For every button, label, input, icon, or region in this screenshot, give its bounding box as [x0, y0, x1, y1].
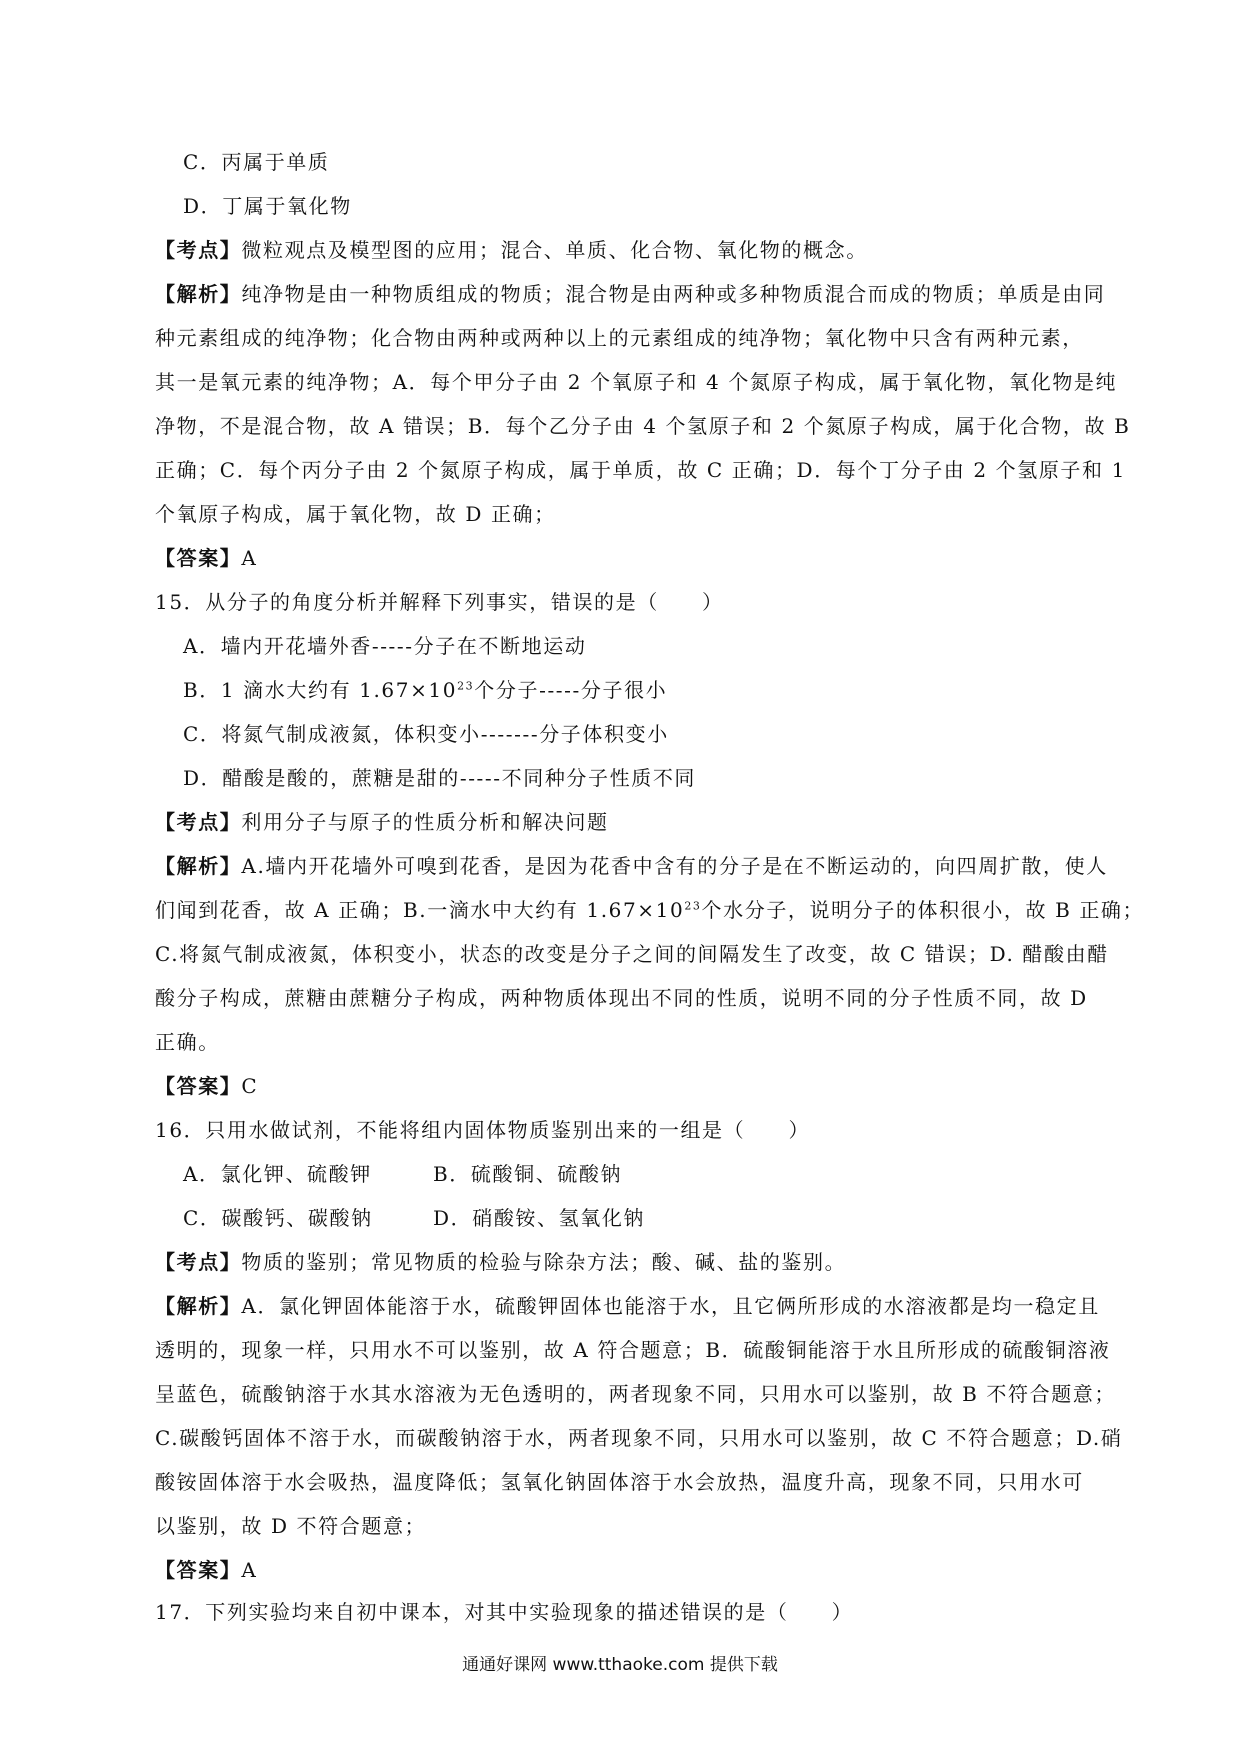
q15-answer [155, 1072, 1095, 1100]
key-point-text: 利用分子与原子的性质分析和解决问题 [241, 810, 609, 834]
key-point-text: 物质的鉴别；常见物质的检验与除杂方法；酸、碱、盐的鉴别。 [241, 1250, 847, 1274]
q16-options-row-1 [183, 1160, 1123, 1188]
exponent: 23 [457, 679, 475, 693]
q15-option-b-text: B．1 滴水大约有 1.67×10 [183, 678, 458, 702]
answer-value: C [241, 1074, 259, 1098]
page-footer: 通通好课网 www.tthaoke.com 提供下载 [462, 1655, 778, 1675]
q15-key-point [155, 808, 1095, 836]
answer-tag: 【答案】 [155, 1558, 242, 1582]
analysis-line: 种元素组成的纯净物；化合物由两种或两种以上的元素组成的纯净物；氧化物中只含有两种元素， [155, 326, 1084, 350]
answer-value: A [241, 1558, 258, 1582]
q16-analysis-line: 以鉴别，故 D 不符合题意； [155, 1514, 427, 1538]
q15-option-c: C．将氮气制成液氮，体积变小-------分子体积变小 [183, 722, 669, 746]
answer-value: A [241, 546, 258, 570]
answer-tag: 【答案】 [155, 546, 242, 570]
analysis-text-end: 个水分子，说明分子的体积很小，故 B 正确； [701, 898, 1145, 922]
option-c: C．丙属于单质 [183, 150, 330, 174]
analysis-line: 净物，不是混合物，故 A 错误；B．每个乙分子由 4 个氢原子和 2 个氮原子构成，属于化合物，故 B [155, 414, 1131, 438]
q16-analysis-line: 酸铵固体溶于水会吸热，温度降低；氢氧化钠固体溶于水会放热，温度升高，现象不同，只用水可 [155, 1470, 1084, 1494]
q16-analysis-line [155, 1292, 1100, 1320]
analysis-line: 个氧原子构成，属于氧化物，故 D 正确； [155, 502, 556, 526]
q15-analysis-line [155, 852, 1108, 880]
q16-analysis-line: 透明的，现象一样，只用水不可以鉴别，故 A 符合题意；B．硫酸铜能溶于水且所形成的硫酸铜溶液 [155, 1338, 1111, 1362]
q16-key-point [155, 1248, 1095, 1276]
analysis-tag: 【解析】 [155, 854, 242, 878]
exponent: 23 [684, 899, 702, 913]
q16-option-d: D．硝酸铵、氢氧化钠 [433, 1206, 646, 1230]
q16-analysis-line: 呈蓝色，硫酸钠溶于水其水溶液为无色透明的，两者现象不同，只用水可以鉴别，故 B 不符合题意； [155, 1382, 1117, 1406]
q15-option-b-text-end: 个分子-----分子很小 [474, 678, 668, 702]
q15-analysis-line: 酸分子构成，蔗糖由蔗糖分子构成，两种物质体现出不同的性质，说明不同的分子性质不同，故 D [155, 986, 1088, 1010]
option-d: D．丁属于氧化物 [183, 194, 352, 218]
analysis-text: 们闻到花香，故 A 正确；B.一滴水中大约有 1.67×10 [155, 898, 685, 922]
q15-analysis-line: 正确。 [155, 1030, 220, 1054]
q15-analysis-line [155, 896, 1145, 924]
q16-options-row-2 [183, 1204, 1123, 1232]
q16-option-b: B．硫酸铜、硫酸钠 [433, 1162, 623, 1186]
q16-analysis-line: C.碳酸钙固体不溶于水，而碳酸钠溶于水，两者现象不同，只用水可以鉴别，故 C 不符合题意；D.硝 [155, 1426, 1123, 1450]
key-point-tag: 【考点】 [155, 238, 242, 262]
analysis-text: A．氯化钾固体能溶于水，硫酸钾固体也能溶于水，且它俩所形成的水溶液都是均一稳定且 [241, 1294, 1100, 1318]
key-point-tag: 【考点】 [155, 810, 242, 834]
analysis-tag: 【解析】 [155, 282, 242, 306]
question-17-stem: 17．下列实验均来自初中课本，对其中实验现象的描述错误的是（ ） [155, 1600, 854, 1624]
q15-option-b [183, 676, 1123, 704]
q16-option-a: A．氯化钾、硫酸钾 [183, 1162, 372, 1186]
analysis-text: 纯净物是由一种物质组成的物质；混合物是由两种或多种物质混合而成的物质；单质是由同 [241, 282, 1106, 306]
analysis-line: 正确；C．每个丙分子由 2 个氮原子构成，属于单质，故 C 正确；D．每个丁分子由 2 个氢原子和 1 [155, 458, 1126, 482]
analysis-line [155, 280, 1106, 308]
question-15-stem: 15．从分子的角度分析并解释下列事实，错误的是（ ） [155, 590, 724, 614]
key-point [155, 236, 1095, 264]
key-point-tag: 【考点】 [155, 1250, 242, 1274]
q16-option-c: C．碳酸钙、碳酸钠 [183, 1206, 373, 1230]
analysis-text: A.墙内开花墙外可嗅到花香，是因为花香中含有的分子是在不断运动的，向四周扩散，使人 [241, 854, 1108, 878]
q15-analysis-line: C.将氮气制成液氮，体积变小，状态的改变是分子之间的间隔发生了改变，故 C 错误；D. 醋酸由醋 [155, 942, 1109, 966]
answer [155, 544, 1095, 572]
key-point-text: 微粒观点及模型图的应用；混合、单质、化合物、氧化物的概念。 [241, 238, 868, 262]
q15-option-a: A．墙内开花墙外香-----分子在不断地运动 [183, 634, 587, 658]
q15-option-d: D．醋酸是酸的，蔗糖是甜的-----不同种分子性质不同 [183, 766, 697, 790]
answer-tag: 【答案】 [155, 1074, 242, 1098]
q16-answer [155, 1556, 1095, 1584]
question-16-stem: 16．只用水做试剂，不能将组内固体物质鉴别出来的一组是（ ） [155, 1118, 811, 1142]
analysis-line: 其一是氧元素的纯净物；A．每个甲分子由 2 个氧原子和 4 个氮原子构成，属于氧化物，氧化物是纯 [155, 370, 1118, 394]
analysis-tag: 【解析】 [155, 1294, 242, 1318]
